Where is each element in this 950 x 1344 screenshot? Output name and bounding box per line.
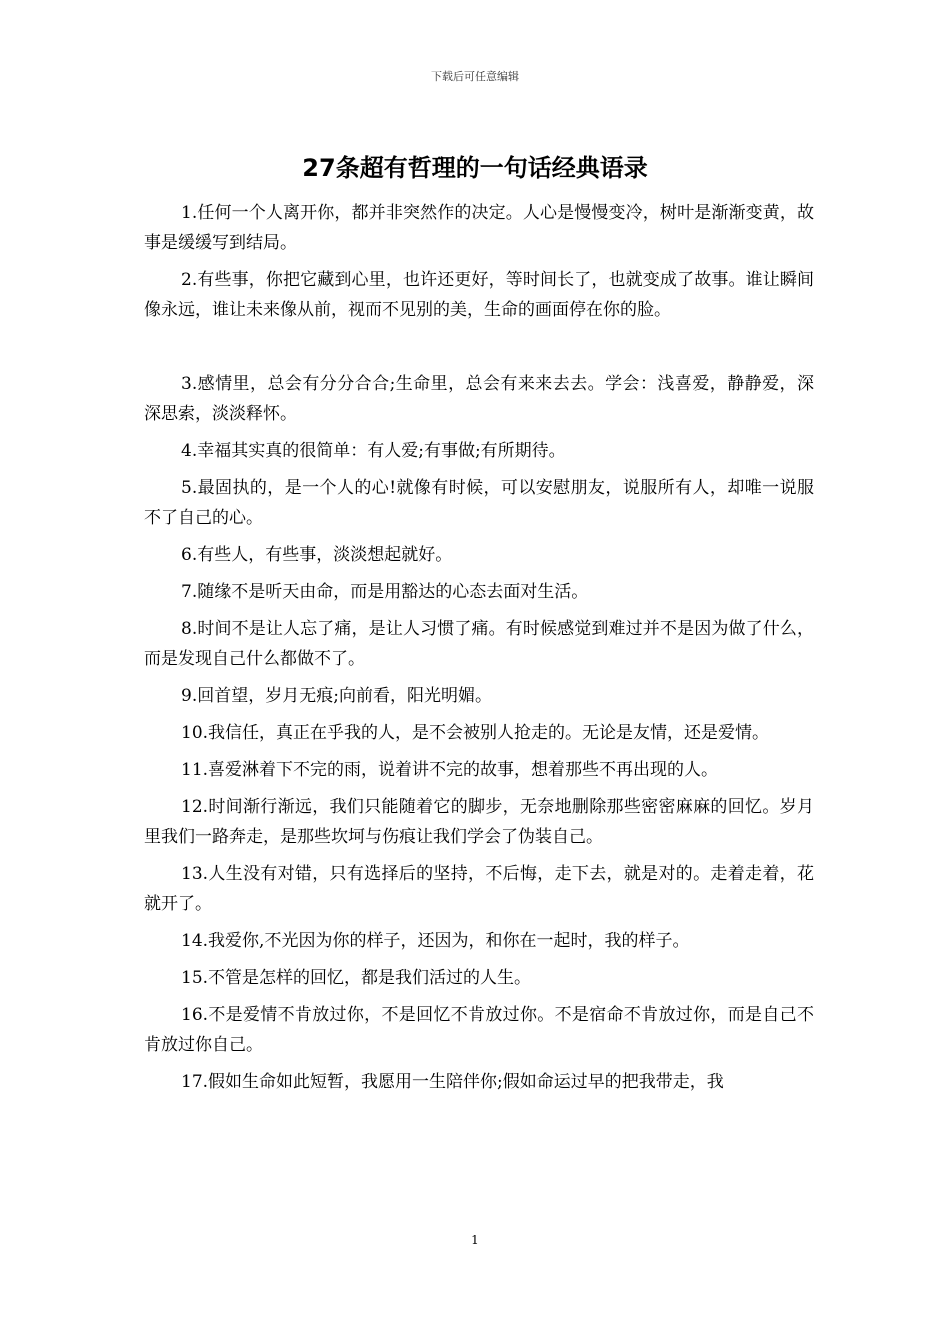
paragraph-12: 12.时间渐行渐远，我们只能随着它的脚步，无奈地删除那些密密麻麻的回忆。岁月里我们一路奔走，是那些坎坷与伤痕让我们学会了伪装自己。 (144, 797, 814, 847)
header-note: 下载后可任意编辑 (431, 70, 519, 83)
paragraph-6: 6.有些人，有些事，淡淡想起就好。 (181, 545, 453, 565)
paragraph-5: 5.最固执的，是一个人的心!就像有时候，可以安慰朋友，说服所有人，却唯一说服不了自己的心。 (144, 478, 814, 528)
paragraph-4: 4.幸福其实真的很简单：有人爱;有事做;有所期待。 (181, 441, 566, 461)
document-title: 27条超有哲理的一句话经典语录 (302, 154, 648, 182)
paragraph-13: 13.人生没有对错，只有选择后的坚持，不后悔，走下去，就是对的。走着走着，花就开了。 (144, 864, 814, 914)
paragraph-16: 16.不是爱情不肯放过你，不是回忆不肯放过你。不是宿命不肯放过你，而是自己不肯放过你自己。 (144, 1005, 814, 1055)
paragraph-3: 3.感情里，总会有分分合合;生命里，总会有来来去去。学会：浅喜爱，静静爱，深深思索，淡淡释怀。 (144, 374, 814, 424)
document-body (144, 198, 814, 1104)
paragraph-1: 1.任何一个人离开你，都并非突然作的决定。人心是慢慢变冷，树叶是渐渐变黄，故事是缓缓写到结局。 (144, 203, 814, 253)
paragraph-8: 8.时间不是让人忘了痛，是让人习惯了痛。有时候感觉到难过并不是因为做了什么，而是发现自己什么都做不了。 (144, 619, 814, 669)
paragraph-2: 2.有些事，你把它藏到心里，也许还更好，等时间长了，也就变成了故事。谁让瞬间像永远，谁让未来像从前，视而不见别的美，生命的画面停在你的脸。 (144, 270, 814, 320)
paragraph-14: 14.我爱你,不光因为你的样子，还因为，和你在一起时，我的样子。 (181, 931, 690, 951)
paragraph-9: 9.回首望，岁月无痕;向前看，阳光明媚。 (181, 686, 492, 706)
page-number: 1 (471, 1233, 479, 1247)
paragraph-15: 15.不管是怎样的回忆，都是我们活过的人生。 (181, 968, 532, 988)
paragraph-11: 11.喜爱淋着下不完的雨，说着讲不完的故事，想着那些不再出现的人。 (181, 760, 719, 780)
paragraph-7: 7.随缘不是听天由命，而是用豁达的心态去面对生活。 (181, 582, 589, 602)
paragraph-10: 10.我信任，真正在乎我的人，是不会被别人抢走的。无论是友情，还是爱情。 (181, 723, 770, 743)
paragraph-17: 17.假如生命如此短暂，我愿用一生陪伴你;假如命运过早的把我带走，我 (181, 1072, 724, 1092)
